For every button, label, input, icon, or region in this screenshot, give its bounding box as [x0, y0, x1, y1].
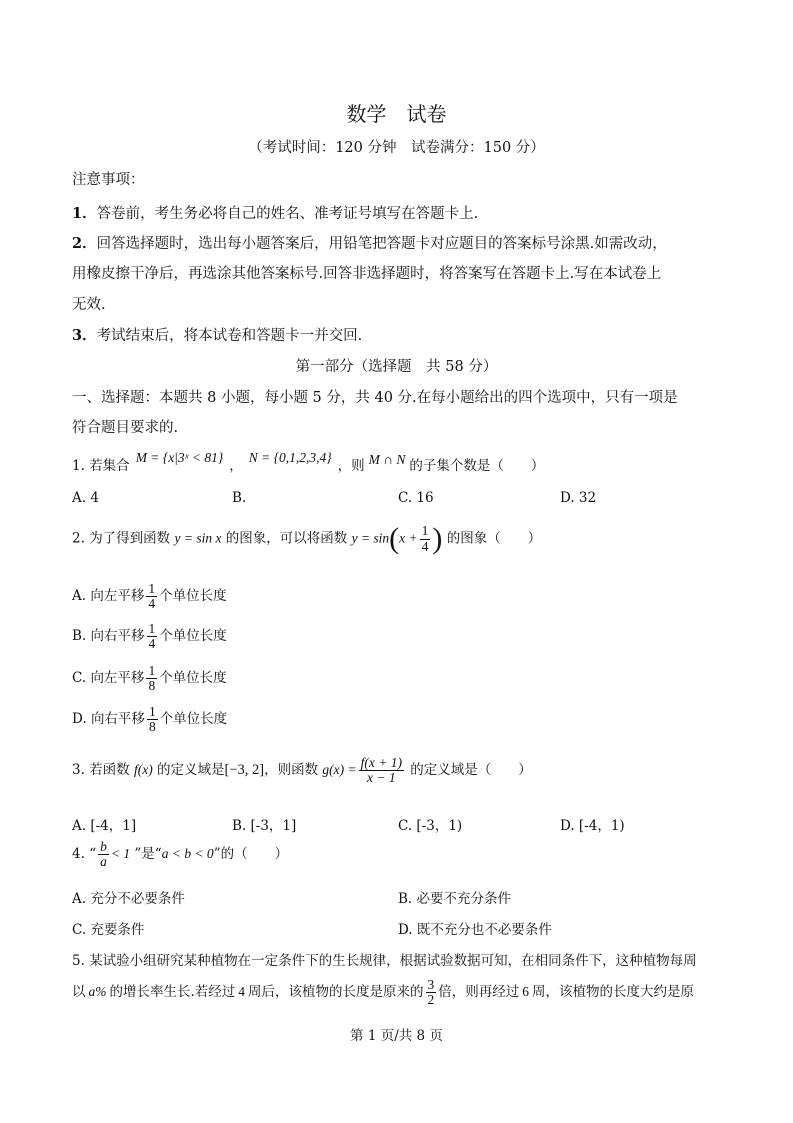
question-number: 4. [72, 846, 85, 863]
q2-option-a [72, 582, 227, 611]
notice-text: 回答选择题时，选出每小题答案后，用铅笔把答题卡对应题目的答案标号涂黑.如需改动， [96, 236, 667, 252]
question-2 [72, 522, 541, 556]
option-label: A. [72, 588, 87, 605]
q4-option-b: B. 必要不充分条件 [398, 891, 512, 907]
growth-rate: a% [88, 984, 107, 1000]
question-text: ，则 [337, 458, 365, 474]
q2-option-c [72, 664, 227, 693]
question-text: 以 [72, 984, 86, 1001]
fraction [147, 705, 158, 734]
fraction [98, 840, 109, 869]
question-number: 2. [72, 530, 85, 547]
q3-option-b: B. [-3，1] [232, 818, 297, 834]
fraction [146, 664, 157, 693]
weeks-value: 4 [238, 984, 246, 1000]
notice-number-3: 3． [72, 327, 97, 344]
question-number: 1. [72, 458, 85, 474]
numerator: 1 [148, 704, 156, 719]
notice-number-1: 1． [72, 205, 97, 222]
notice-item-3 [72, 324, 362, 345]
notice-item-2 [72, 232, 667, 253]
intersection: M ∩ N [368, 452, 406, 467]
denominator: x − 1 [366, 770, 396, 786]
q3-option-c: C. [-3，1) [398, 818, 463, 834]
inequality: < 1 [110, 846, 131, 862]
option-text: 个单位长度 [159, 588, 227, 605]
question-text: 周后，该植物的长度是原来的 [248, 984, 424, 1001]
option-text: 向左平移 [90, 670, 145, 687]
weeks-value: 6 [522, 984, 530, 1000]
numerator: 1 [148, 621, 156, 636]
denominator: 2 [427, 992, 435, 1008]
option-label: B. [72, 628, 87, 645]
notice-item-1 [72, 202, 478, 223]
question-text: ，则函数 [264, 762, 319, 779]
notice-item-2-cont: 用橡皮擦干净后，再选涂其他答案标号.回答非选择题时，将答案写在答题卡上.写在本试卷上 [72, 266, 662, 282]
denominator: a [100, 854, 107, 870]
question-number: 3. [72, 762, 85, 779]
option-text: 个单位长度 [159, 628, 227, 645]
q1-option-d: D. 32 [560, 490, 597, 506]
denominator: 8 [148, 678, 156, 694]
q4-option-d: D. 既不充分也不必要条件 [398, 922, 552, 938]
denominator: 4 [421, 538, 429, 554]
option-text: 向右平移 [90, 628, 145, 645]
q1-option-a: A. 4 [72, 490, 99, 506]
numerator: b [100, 839, 107, 854]
function-f: f(x) [133, 762, 153, 778]
q2-option-d [72, 705, 227, 734]
part-title: 第一部分（选择题 共 58 分） [295, 359, 498, 375]
page-footer: 第 1 页/共 8 页 [350, 1028, 443, 1044]
question-text: 的图象（ ） [446, 530, 542, 547]
option-text: 个单位长度 [159, 711, 228, 728]
notice-text: 答卷前，考生务必将自己的姓名、准考证号填写在答题卡上. [96, 206, 479, 222]
question-text: “ [89, 846, 97, 863]
question-5-cont [72, 978, 694, 1007]
paren-close: ) [432, 522, 443, 555]
question-text: 为了得到函数 [89, 530, 171, 547]
page-title: 数学 试卷 [346, 102, 447, 126]
numerator: 1 [421, 523, 429, 539]
denominator: 8 [148, 719, 156, 735]
question-text: 若集合 [89, 458, 130, 474]
question-text: 的子集个数是（ ） [409, 458, 545, 474]
fraction [426, 978, 437, 1007]
q3-option-d: D. [-4，1) [560, 818, 625, 834]
notice-heading: 注意事项： [72, 172, 145, 188]
fraction [146, 582, 157, 611]
question-3 [72, 756, 532, 785]
option-text: 个单位长度 [159, 670, 227, 687]
set-n: N = {0,1,2,3,4} [248, 450, 332, 465]
notice-number-2: 2． [72, 235, 97, 252]
function-sinx: y = sin x [174, 530, 222, 546]
set-m: M = {x|3ˣ < 81} [135, 450, 224, 465]
notice-text: 考试结束后，将本试卷和答题卡一并交回. [96, 328, 363, 344]
q2-option-b [72, 622, 227, 651]
question-text: 的图象，可以将函数 [225, 530, 348, 547]
denominator: 4 [148, 636, 156, 652]
condition: a < b < 0 [161, 846, 214, 862]
q4-option-c: C. 充要条件 [72, 922, 145, 938]
question-text: ， [229, 458, 243, 474]
question-1 [72, 450, 545, 474]
fraction [420, 524, 431, 553]
section-intro-cont: 符合题目要求的. [72, 420, 179, 436]
paren-open: ( [389, 522, 400, 555]
question-text: 的增长率生长.若经过 [109, 984, 236, 1001]
option-text: 向右平移 [90, 711, 145, 728]
question-5: 5. 某试验小组研究某种植物在一定条件下的生长规律，根据试验数据可知，在相同条件下，这种植物每周 [72, 953, 697, 969]
function-g: g(x) = [322, 762, 357, 778]
exam-info: （考试时间：120 分钟 试卷满分：150 分） [248, 140, 545, 156]
question-text: 的定义域是（ ） [410, 762, 532, 779]
question-text: 周，该植物的长度大约是原 [532, 984, 695, 1001]
denominator: 4 [148, 596, 156, 612]
question-text: 的定义域是 [157, 762, 225, 779]
function-shifted: y = sin [351, 530, 390, 546]
fraction [147, 622, 158, 651]
q3-option-a: A. [-4，1] [72, 818, 137, 834]
question-text: ”是“ [134, 846, 162, 863]
question-text: ”的（ ） [213, 846, 289, 863]
question-4 [72, 840, 288, 869]
numerator: f(x + 1) [360, 755, 402, 770]
section-intro: 一、选择题：本题共 8 小题，每小题 5 分，共 40 分.在每小题给出的四个选项中，只有一项是 [72, 390, 678, 406]
question-text: 倍，则再经过 [438, 984, 520, 1001]
q4-option-a: A. 充分不必要条件 [72, 891, 185, 907]
numerator: 1 [148, 581, 156, 596]
question-text: 若函数 [89, 762, 130, 779]
notice-item-2-end: 无效. [72, 297, 106, 313]
option-text: 向左平移 [90, 588, 145, 605]
fraction [359, 756, 404, 785]
q1-option-b: B. [232, 490, 247, 506]
numerator: 3 [427, 977, 435, 992]
option-label: D. [72, 711, 87, 728]
function-arg: x + [399, 530, 418, 546]
option-label: C. [72, 670, 87, 687]
numerator: 1 [148, 663, 156, 678]
domain-interval: [−3, 2] [224, 762, 265, 779]
q1-option-c: C. 16 [398, 490, 434, 506]
